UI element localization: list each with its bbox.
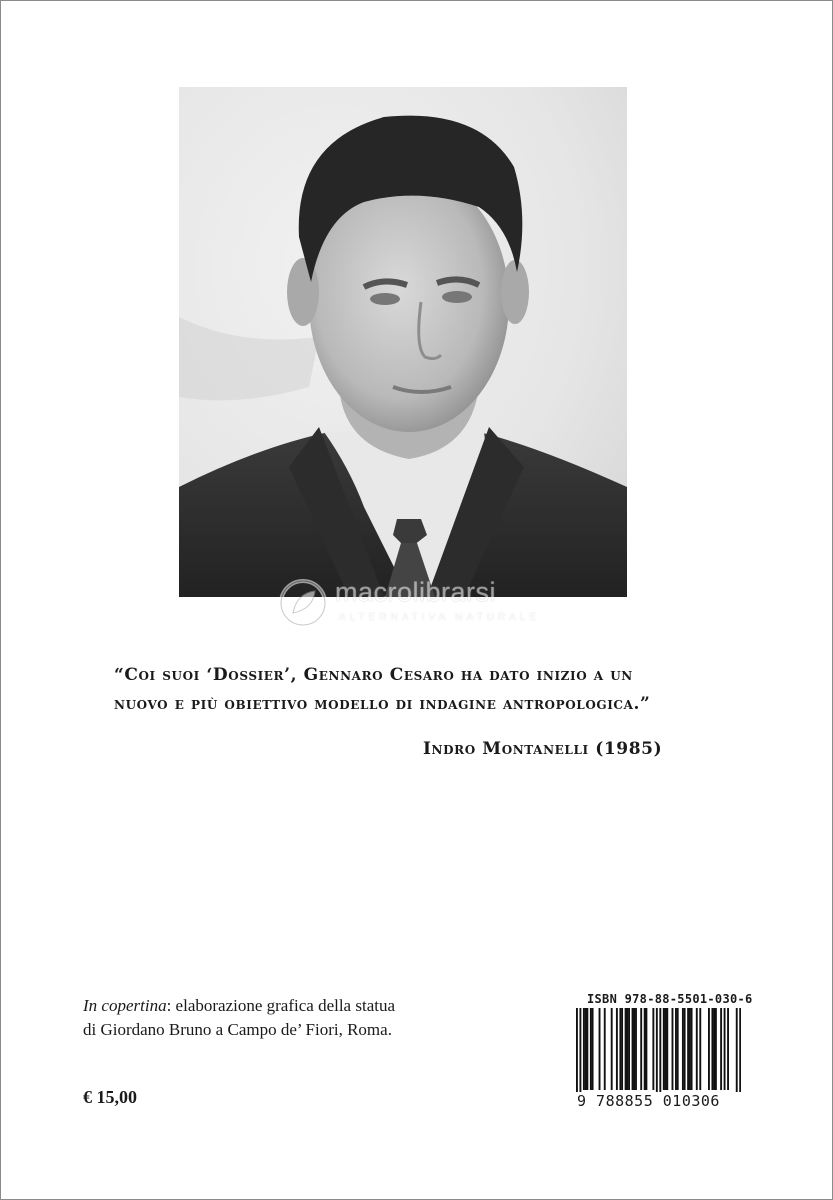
barcode-bar xyxy=(592,1008,594,1090)
author-portrait-photo xyxy=(179,87,627,597)
barcode-bar xyxy=(659,1008,661,1100)
barcode-bar xyxy=(656,1008,658,1100)
isbn-barcode xyxy=(576,1008,741,1100)
barcode-bar xyxy=(677,1008,679,1090)
barcode-bar xyxy=(644,1008,646,1090)
barcode-bar xyxy=(672,1008,674,1090)
barcode-bar xyxy=(684,1008,686,1090)
barcode-bar xyxy=(708,1008,710,1090)
barcode-bar xyxy=(696,1008,698,1090)
barcode-bar xyxy=(583,1008,585,1090)
barcode-bar xyxy=(621,1008,623,1090)
barcode-bar xyxy=(599,1008,601,1090)
barcode-bar xyxy=(711,1008,713,1090)
cover-note-label: In copertina xyxy=(83,996,167,1015)
barcode-bar xyxy=(635,1008,637,1090)
barcode-bar xyxy=(585,1008,587,1090)
barcode-bar xyxy=(640,1008,642,1090)
barcode-bar xyxy=(590,1008,592,1090)
barcode-bar xyxy=(720,1008,722,1090)
quote-line-2: nuovo e più obiettivo modello di indagine antropologica.” xyxy=(114,694,651,714)
barcode-bar xyxy=(652,1008,654,1090)
barcode-bar xyxy=(628,1008,630,1090)
barcode-bar xyxy=(736,1008,738,1100)
barcode-bar xyxy=(682,1008,684,1090)
barcode-bar xyxy=(619,1008,621,1090)
price: € 15,00 xyxy=(83,1087,137,1107)
barcode-bar xyxy=(713,1008,715,1090)
barcode-bar xyxy=(611,1008,613,1090)
barcode-bar xyxy=(645,1008,647,1090)
barcode-bar xyxy=(616,1008,618,1090)
barcode-bar xyxy=(632,1008,634,1090)
barcode-bar xyxy=(666,1008,668,1090)
cover-note xyxy=(83,994,463,1042)
barcode-bar xyxy=(724,1008,726,1090)
barcode-bar xyxy=(687,1008,689,1090)
barcode-bar xyxy=(633,1008,635,1090)
barcode-bar xyxy=(625,1008,627,1090)
barcode-bar xyxy=(727,1008,729,1090)
barcode-bar xyxy=(715,1008,717,1090)
cover-note-text-1: : elaborazione grafica della statua xyxy=(166,996,396,1015)
barcode-bar xyxy=(579,1008,581,1100)
barcode-bar xyxy=(586,1008,588,1090)
barcode-bar xyxy=(691,1008,693,1090)
isbn-label: ISBN 978-88-5501-030-6 xyxy=(587,992,753,1006)
barcode-bar xyxy=(699,1008,701,1090)
barcode-bar xyxy=(675,1008,677,1090)
watermark-tagline: ALTERNATIVA NATURALE xyxy=(339,612,540,623)
author-quote xyxy=(114,661,754,719)
barcode-bar xyxy=(576,1008,578,1100)
barcode-bar xyxy=(604,1008,606,1090)
quote-line-1: “Coi suoi ‘Dossier’, Gennaro Cesaro ha dato inizio a un xyxy=(114,665,633,685)
barcode-bar xyxy=(739,1008,741,1100)
watermark-name: macrolibrarsi xyxy=(335,577,497,607)
quote-attribution: Indro Montanelli (1985) xyxy=(423,739,663,759)
barcode-bar xyxy=(626,1008,628,1090)
cover-note-text-2: di Giordano Bruno a Campo de’ Fiori, Roma. xyxy=(83,1020,392,1039)
barcode-bar xyxy=(689,1008,691,1090)
barcode-bar xyxy=(663,1008,665,1090)
barcode-digits: 9 788855 010306 xyxy=(575,1092,747,1110)
barcode-bar xyxy=(665,1008,667,1090)
